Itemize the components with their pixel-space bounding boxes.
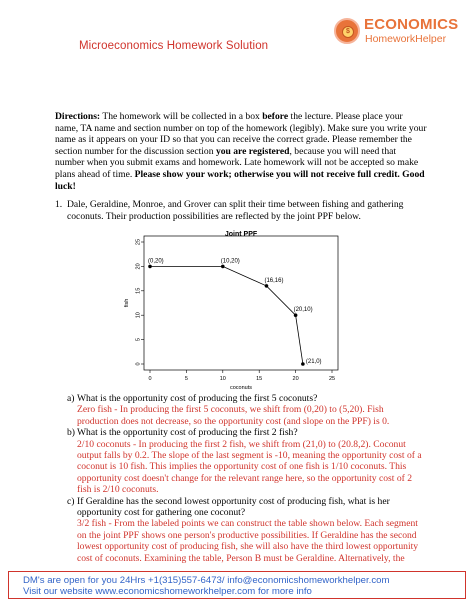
part-a xyxy=(67,393,427,427)
ppf-point xyxy=(148,265,152,269)
footer-contact-line: DM's are open for you 24Hrs +1(315)557-6473/ info@economicshomeworkhelper.com xyxy=(23,575,390,586)
directions-bold-2: you are registered xyxy=(215,145,290,157)
y-tick-label: 5 xyxy=(135,338,142,342)
part-a-question: What is the opportunity cost of producing the first 5 coconuts? xyxy=(77,393,318,404)
ppf-point xyxy=(265,284,269,288)
point-label: (21,0) xyxy=(305,359,322,365)
part-a-answer: Zero fish - In producing the first 5 coconuts, we shift from (0,20) to (5,20). Fish production does not decrease, so the opportunity cost (and slope on the PPF) is 0. xyxy=(77,404,390,427)
brand-logo xyxy=(334,16,466,48)
question-1-text: Dale, Geraldine, Monroe, and Grover can split their time between fishing and gathering coconuts. Their production possibilities are reflected by the joint PPF below. xyxy=(67,199,404,222)
logo-text-secondary: HomeworkHelper xyxy=(365,33,447,45)
part-a-label: a) xyxy=(67,393,75,404)
x-tick-label: 20 xyxy=(292,376,299,382)
directions-label: Directions: xyxy=(55,111,101,122)
logo-text-primary: ECONOMICS xyxy=(364,16,459,33)
x-tick-label: 5 xyxy=(184,376,188,382)
ppf-point xyxy=(301,362,305,366)
point-label: (16,16) xyxy=(264,277,284,284)
page-title: Microeconomics Homework Solution xyxy=(79,40,269,52)
y-tick-label: 25 xyxy=(135,238,142,246)
part-c-label: c) xyxy=(67,495,75,507)
directions-bold-3: Please show your work; otherwise you will not receive full credit. Good luck! xyxy=(55,168,425,192)
point-label: (0,20) xyxy=(148,258,164,265)
coin-icon xyxy=(334,18,360,44)
question-1 xyxy=(55,199,427,223)
part-c-question: If Geraldine has the second lowest opportunity cost of producing fish, what is her opportunity cost for gathering one coconut? xyxy=(77,495,390,519)
x-axis-label: coconuts xyxy=(229,385,253,391)
joint-ppf-chart xyxy=(110,226,350,396)
plot-frame xyxy=(144,236,338,370)
question-1-number: 1. xyxy=(55,199,63,210)
x-tick-label: 0 xyxy=(148,376,152,382)
part-c xyxy=(67,496,427,564)
contact-footer xyxy=(8,571,466,599)
point-label: (10,20) xyxy=(220,258,240,265)
directions-bold-1: before xyxy=(262,111,289,122)
y-axis-label: fish xyxy=(124,298,130,308)
y-tick-label: 0 xyxy=(135,362,142,366)
x-tick-label: 25 xyxy=(328,376,336,382)
y-tick-label: 20 xyxy=(135,263,142,270)
directions-paragraph xyxy=(55,111,427,192)
x-tick-label: 15 xyxy=(256,376,263,382)
directions-text-2: the lecture. Please place your name, TA name and section number on top of the homework (legibly). Make sure you write your name as it appears on your ID so that you can receive the correct grade. Please remember the section number for the discussion section xyxy=(55,111,427,157)
point-label: (20,10) xyxy=(293,307,313,314)
part-b-answer: 2/10 coconuts - In producing the first 2 fish, we shift from (21,0) to (20.8,2). Coconut output falls by 0.2. The slope of the last segment is -10, meaning the opportunity cost of a coconut is 10 fish. This implies the opportunity cost of one fish is 1/10 coconuts. This opportunity cost doesn't change for the relevant range here, so the opportunity cost of 2 fish is 2/10 coconuts. xyxy=(77,438,422,496)
part-b xyxy=(67,427,427,495)
part-c-answer: 3/2 fish - From the labeled points we can construct the table shown below. Each segment on the joint PPF shows one person's productive possibilities. If Geraldine has the second lowest opportunity cost of producing fish, she will also have the third lowest opportunity cost of coconuts. Examining the table, Person B must be Geraldine. Alternatively, the xyxy=(77,518,419,564)
ppf-point xyxy=(294,313,298,317)
part-b-label: b) xyxy=(67,427,75,439)
footer-website-line: Visit our website www.economicshomeworkhelper.com for more info xyxy=(23,586,312,597)
directions-text-1: The homework will be collected in a box xyxy=(100,111,263,122)
y-tick-label: 10 xyxy=(135,312,142,319)
part-b-question: What is the opportunity cost of producing the first 2 fish? xyxy=(77,427,298,439)
chart-title: Joint PPF xyxy=(224,231,258,238)
x-tick-label: 10 xyxy=(219,376,226,382)
directions-text-3: , because you will need that number when you submit exams and homework. Late homework will not be accepted so make plans ahead of time. xyxy=(55,145,419,180)
dollar-icon: $ xyxy=(342,26,354,38)
answers-section xyxy=(55,393,427,564)
y-tick-label: 15 xyxy=(135,287,142,294)
ppf-point xyxy=(221,265,225,269)
